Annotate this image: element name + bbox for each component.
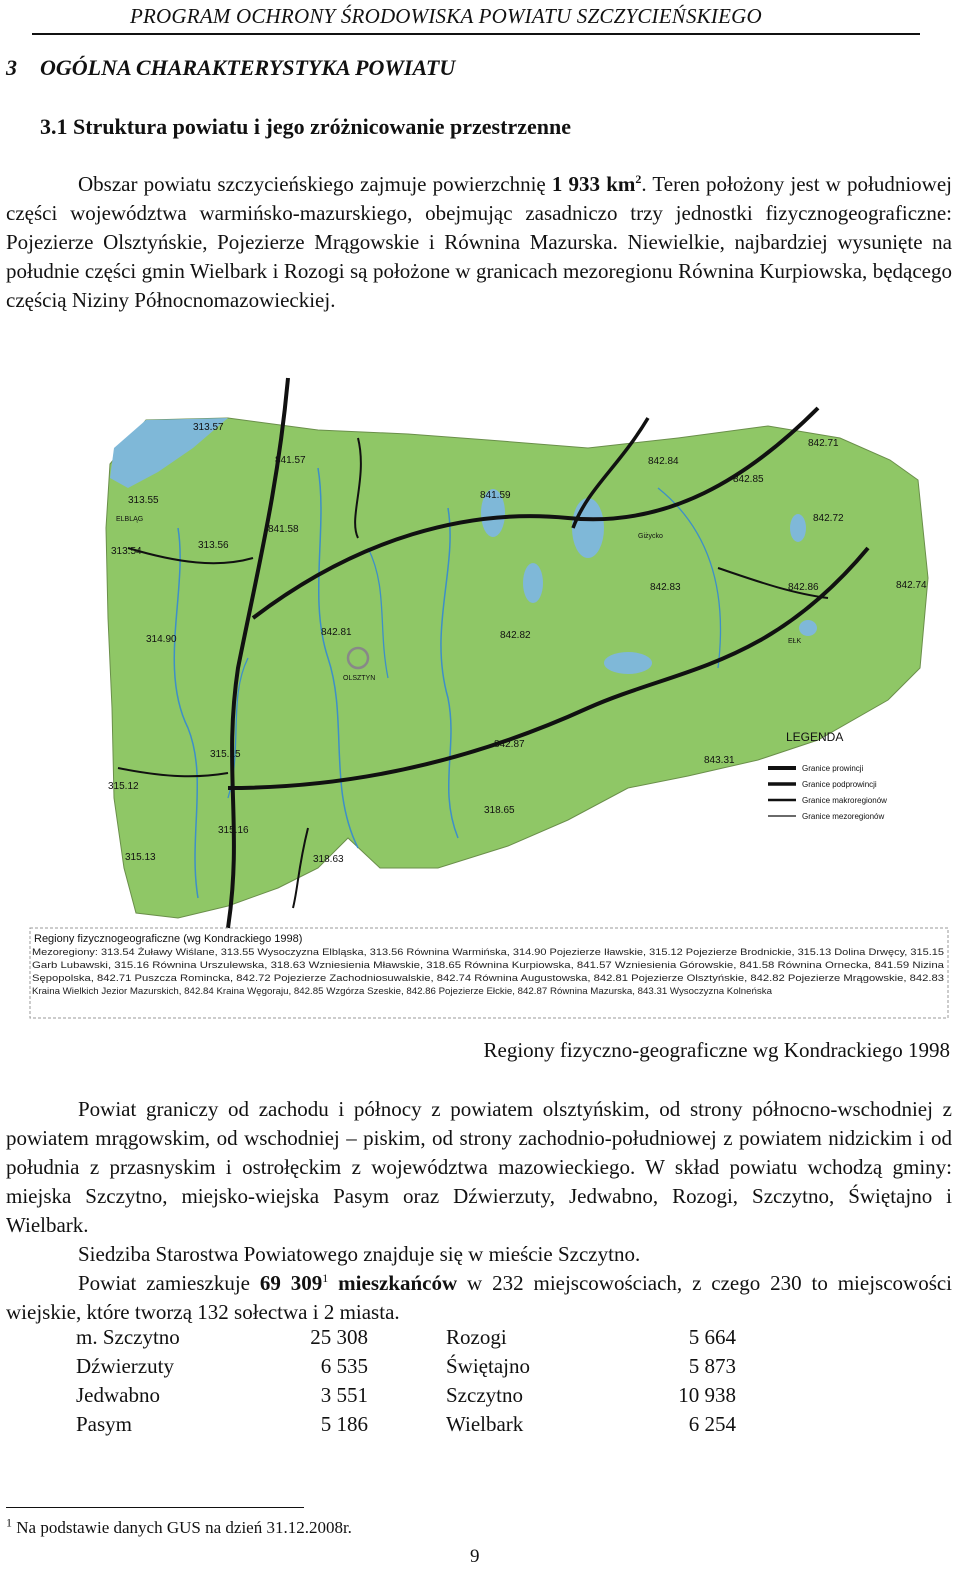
seat-text: Siedziba Starostwa Powiatowego znajduje się w mieście Szczytno.: [78, 1242, 641, 1266]
gmina-name: Jedwabno: [76, 1383, 160, 1407]
gmina-value: 10 938: [678, 1383, 736, 1407]
page-number: 9: [470, 1546, 480, 1567]
gmina-name: Szczytno: [446, 1383, 523, 1407]
legend-item: Granice mezoregionów: [802, 812, 885, 821]
map-caption-line: Mezoregiony: 313.54 Żuławy Wiślane, 313.55 Wysoczyzna Elbląska, 313.56 Równina Warmińska, 314.90 Pojezierze Iławskie, 315.12 Pojezierze Brodnickie, 315.13 Dolina Drwęcy, 315.15: [32, 947, 944, 958]
map-region-label: 313.57: [193, 422, 224, 433]
intro-text-2: . Teren położony jest w południowej części województwa warmińsko-mazurskiego, obejmując zasadniczo trzy jednostki fizycznogeograficzne: Pojezierze Olsztyńskie, Pojezierze Mrągowskie i Równina Mazurska. Niewielkie, najbardziej wysunięte na południe części gmin Wielbark i Rozogi są położone w granicach mezoregionu Równina Kurpiowska, będącego częścią Niziny Północnomazowieckiej.: [6, 172, 952, 312]
map-region-label: 313.54: [111, 546, 142, 557]
population-text: [6, 1269, 952, 1327]
section-title: OGÓLNA CHARAKTERYSTYKA POWIATU: [40, 55, 456, 80]
map-town-label: ELBLĄG: [116, 516, 144, 523]
map-caption-line: Kraina Wielkich Jezior Mazurskich, 842.84 Kraina Węgoraju, 842.85 Wzgórza Szeskie, 842.86 Pojezierze Ełckie, 842.87 Równina Mazurska, 843.31 Wysoczyzna Kolneńska: [32, 986, 773, 997]
intro-paragraph: [6, 170, 952, 315]
area-unit-sup: 2: [635, 172, 642, 186]
map-legend: [768, 730, 887, 821]
region-map: [28, 368, 950, 1020]
footnote: [6, 1515, 352, 1538]
map-region-label: 313.56: [198, 540, 229, 551]
section-number: 3: [6, 55, 17, 80]
map-region-label: 842.74: [896, 580, 927, 591]
gmina-value: 5 873: [688, 1354, 736, 1378]
gmina-name: Dźwierzuty: [76, 1354, 174, 1378]
footnote-ref: 1: [322, 1271, 329, 1285]
legend-item: Granice prowincji: [802, 764, 864, 773]
map-region-label: 842.71: [808, 438, 839, 449]
map-town-label: EŁK: [788, 638, 802, 645]
map-region-label: 315.16: [218, 825, 249, 836]
population-text-2: w 232 miejscowościach, z czego 230 to miejscowości wiejskie, które tworzą 132 sołectwa i 2 miasta.: [6, 1271, 953, 1324]
gmina-value: 5 186: [320, 1412, 368, 1436]
header-rule: [32, 33, 920, 35]
map-region-label: 313.55: [128, 495, 159, 506]
gmina-value: 3 551: [320, 1383, 368, 1407]
gmina-name: m. Szczytno: [76, 1325, 180, 1349]
map-region-label: 318.63: [313, 854, 344, 865]
map-caption-title: Regiony fizycznogeograficzne (wg Kondrackiego 1998): [34, 933, 303, 945]
footnote-rule: [6, 1507, 304, 1508]
map-region-label: 842.72: [813, 513, 844, 524]
gmina-value: 25 308: [310, 1325, 368, 1349]
subsection-heading: 3.1 Struktura powiatu i jego zróżnicowanie przestrzenne: [40, 114, 571, 139]
map-region-label: 842.81: [321, 627, 352, 638]
map-lake: [604, 652, 652, 674]
map-caption-line: Garb Lubawski, 315.16 Równina Urszulewska, 318.63 Wzniesienia Mławskie, 318.65 Równina Kurpiowska, 841.57 Wzniesienia Górowskie, 841.58 Równina Ornecka, 841.59 Nizina: [32, 960, 945, 971]
map-lake: [572, 498, 604, 558]
gmina-name: Rozogi: [446, 1325, 507, 1349]
legend-item: Granice makroregionów: [802, 796, 887, 805]
boundary-paragraph: [6, 1095, 952, 1327]
gmina-value: 6 535: [320, 1354, 368, 1378]
section-heading: [6, 55, 455, 81]
gmina-name: Pasym: [76, 1412, 133, 1436]
map-region-label: 315.13: [125, 852, 156, 863]
footnote-number: 1: [6, 1515, 12, 1530]
population-count: 69 309: [259, 1271, 323, 1295]
map-lake: [799, 620, 817, 636]
map-region-label: 842.86: [788, 582, 819, 593]
map-region-label: 841.58: [268, 524, 299, 535]
gmina-value: 6 254: [688, 1412, 736, 1436]
population-word: mieszkańców: [338, 1271, 458, 1295]
map-region-label: 842.82: [500, 630, 531, 641]
map-lake: [523, 563, 543, 603]
map-region-label: 841.57: [275, 455, 306, 466]
map-region-label: 315.12: [108, 781, 139, 792]
map-region-label: 314.90: [146, 634, 177, 645]
map-caption-line: Sępopolska, 842.71 Puszcza Romincka, 842.72 Pojezierze Zachodniosuwalskie, 842.74 Równina Augustowska, 842.81 Pojezierze Olsztyńskie, 842.82 Pojezierze Mrągowskie, 842.83: [32, 973, 944, 984]
gmina-name: Wielbark: [446, 1412, 524, 1436]
map-region-label: 841.59: [480, 490, 511, 501]
map-region-label: 842.85: [733, 474, 764, 485]
figure-caption: Regiony fizyczno-geograficzne wg Kondrackiego 1998: [483, 1038, 950, 1062]
legend-title: LEGENDA: [786, 730, 844, 744]
boundary-text: Powiat graniczy od zachodu i północy z powiatem olsztyńskim, od strony północno-wschodniej z powiatem mrągowskim, od wschodniej – piskim, od strony zachodnio-południowej z powiatem nidzickim i od południa z przasnyskim i ostrołęckim z województwa mazowieckiego. W skład powiatu wchodzą gminy: miejska Szczytno, miejsko-wiejska Pasym oraz Dźwierzuty, Jedwabno, Rozogi, Szczytno, Świętajno i Wielbark.: [6, 1097, 952, 1237]
running-header: PROGRAM OCHRONY ŚRODOWISKA POWIATU SZCZYCIEŃSKIEGO: [130, 4, 762, 28]
area-value: 1 933 km: [551, 172, 636, 196]
map-region-label: 318.65: [484, 805, 515, 816]
population-text-1: Powiat zamieszkuje: [78, 1271, 260, 1295]
map-region-label: 843.31: [704, 755, 735, 766]
map-region-label: 842.87: [494, 739, 525, 750]
footnote-text: Na podstawie danych GUS na dzień 31.12.2008r.: [12, 1518, 352, 1537]
gmina-name: Świętajno: [446, 1354, 530, 1378]
map-region-label: 842.83: [650, 582, 681, 593]
gmina-value: 5 664: [688, 1325, 736, 1349]
map-land: [106, 418, 928, 918]
map-lake: [790, 514, 806, 542]
intro-text-1: Obszar powiatu szczycieńskiego zajmuje powierzchnię: [78, 172, 552, 196]
map-region-label: 842.84: [648, 456, 679, 467]
legend-item: Granice podprowincji: [802, 780, 877, 789]
map-town-label: OLSZTYN: [343, 675, 376, 682]
map-region-label: 315.15: [210, 749, 241, 760]
map-town-label: Giżycko: [638, 533, 663, 540]
